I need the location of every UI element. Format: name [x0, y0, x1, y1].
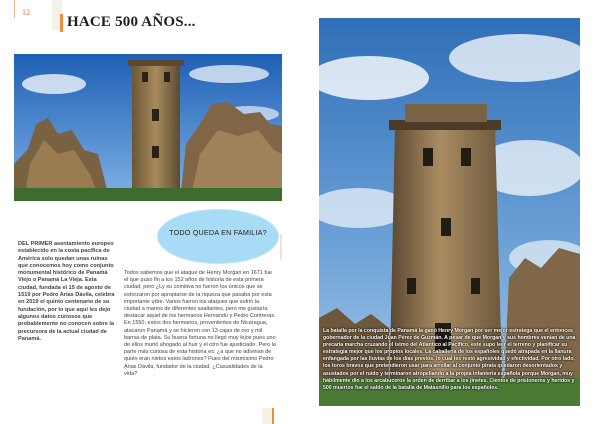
photo-caption: La batalla por la conquista de Panamá la ganó Henry Morgan por ser mejor estratega que el entonces gobernador de la ciudad Juan Pérez de Guzmán. A pesar de que Morgan y sus hombres venían de una precaria marcha cruzando el istmo del Atlántico al Pacífico, este supo leer el terreno y planificar su estrategia mejor que los propios locales. La caballería de los españoles quedó atrapada en la llanura enfangada por las lluvias de los días previos, lo cual les restó agresividad y efectividad. Por otro lado, los toros bravos que pretendieron usar para arrollar al conjunto pirata quedaron desorientados y asustados por el ruido y terminaron atropellando a la propia infantería española porque Morgan, muy hábilmente dio a los arcabuceros la orden de derribar a los jinetes. Cientos de prisioneros y heridos y 500 muertos fue el saldo de la batalla de Matasnillo para los españoles.	[323, 328, 576, 391]
page-number: 12	[22, 8, 30, 17]
body-paragraph: Todos sabemos que el ataque de Henry Morgan en 1671 fue el que puso fin a los 152 años de historia de esta primera ciudad, pero ¿Ly su comitiva no fueron los únicos que se esforzaron por apropiarse de la riqueza que pasaba por esta importante urbe. Varios fueron los ataques que sufrió la ciudad a manos de diferentes asaltantes, pero me gustaría destacar aquel de los hermanos Hernando y Pedro Contreras. En 1550, estos dos hermanos, provenientes de Nicaragua, atacaron Panamá y se hicieron con 13 cajas de oro y mil barras de plata. Su buena fortuna no llegó muy lejos pues uno de ellos murió ahogado al huir y el otro fue ajusticiado. Pero la parte más curiosa de esta historia es: ¿a que no adivinan de quién eran nietos estos ladrones? Pues del mismísimo Pedro Arias Dávila, fundador de la ciudad. ¿Casualidades de la vida?	[124, 270, 276, 377]
footer-accent-bar	[272, 408, 274, 424]
page-title: HACE 500 AÑOS...	[67, 14, 196, 30]
bubble-accent-bar	[280, 234, 282, 260]
bubble-heading: TODO QUEDA EN FAMILIA?	[169, 228, 267, 237]
ruins-photo-left	[14, 54, 282, 201]
intro-paragraph: DEL PRIMER asentamiento europeo establecido en la costa pacífica de América solo quedan unas ruinas que conocemos hoy como conjunto monumental histórico de Panamá Viejo o Panamá La Vieja. Esta ciudad, fundada el 15 de agosto de 1519 por Pedro Arias Dávila, celebra en 2019 el quinto centenario de su fundación, por lo que aquí les dejo algunos datos curiosos que probablemente no conocen sobre la precursora de la actual ciudad de Panamá.	[18, 241, 115, 342]
page-edge-line	[14, 0, 15, 18]
accent-bar	[60, 14, 63, 32]
